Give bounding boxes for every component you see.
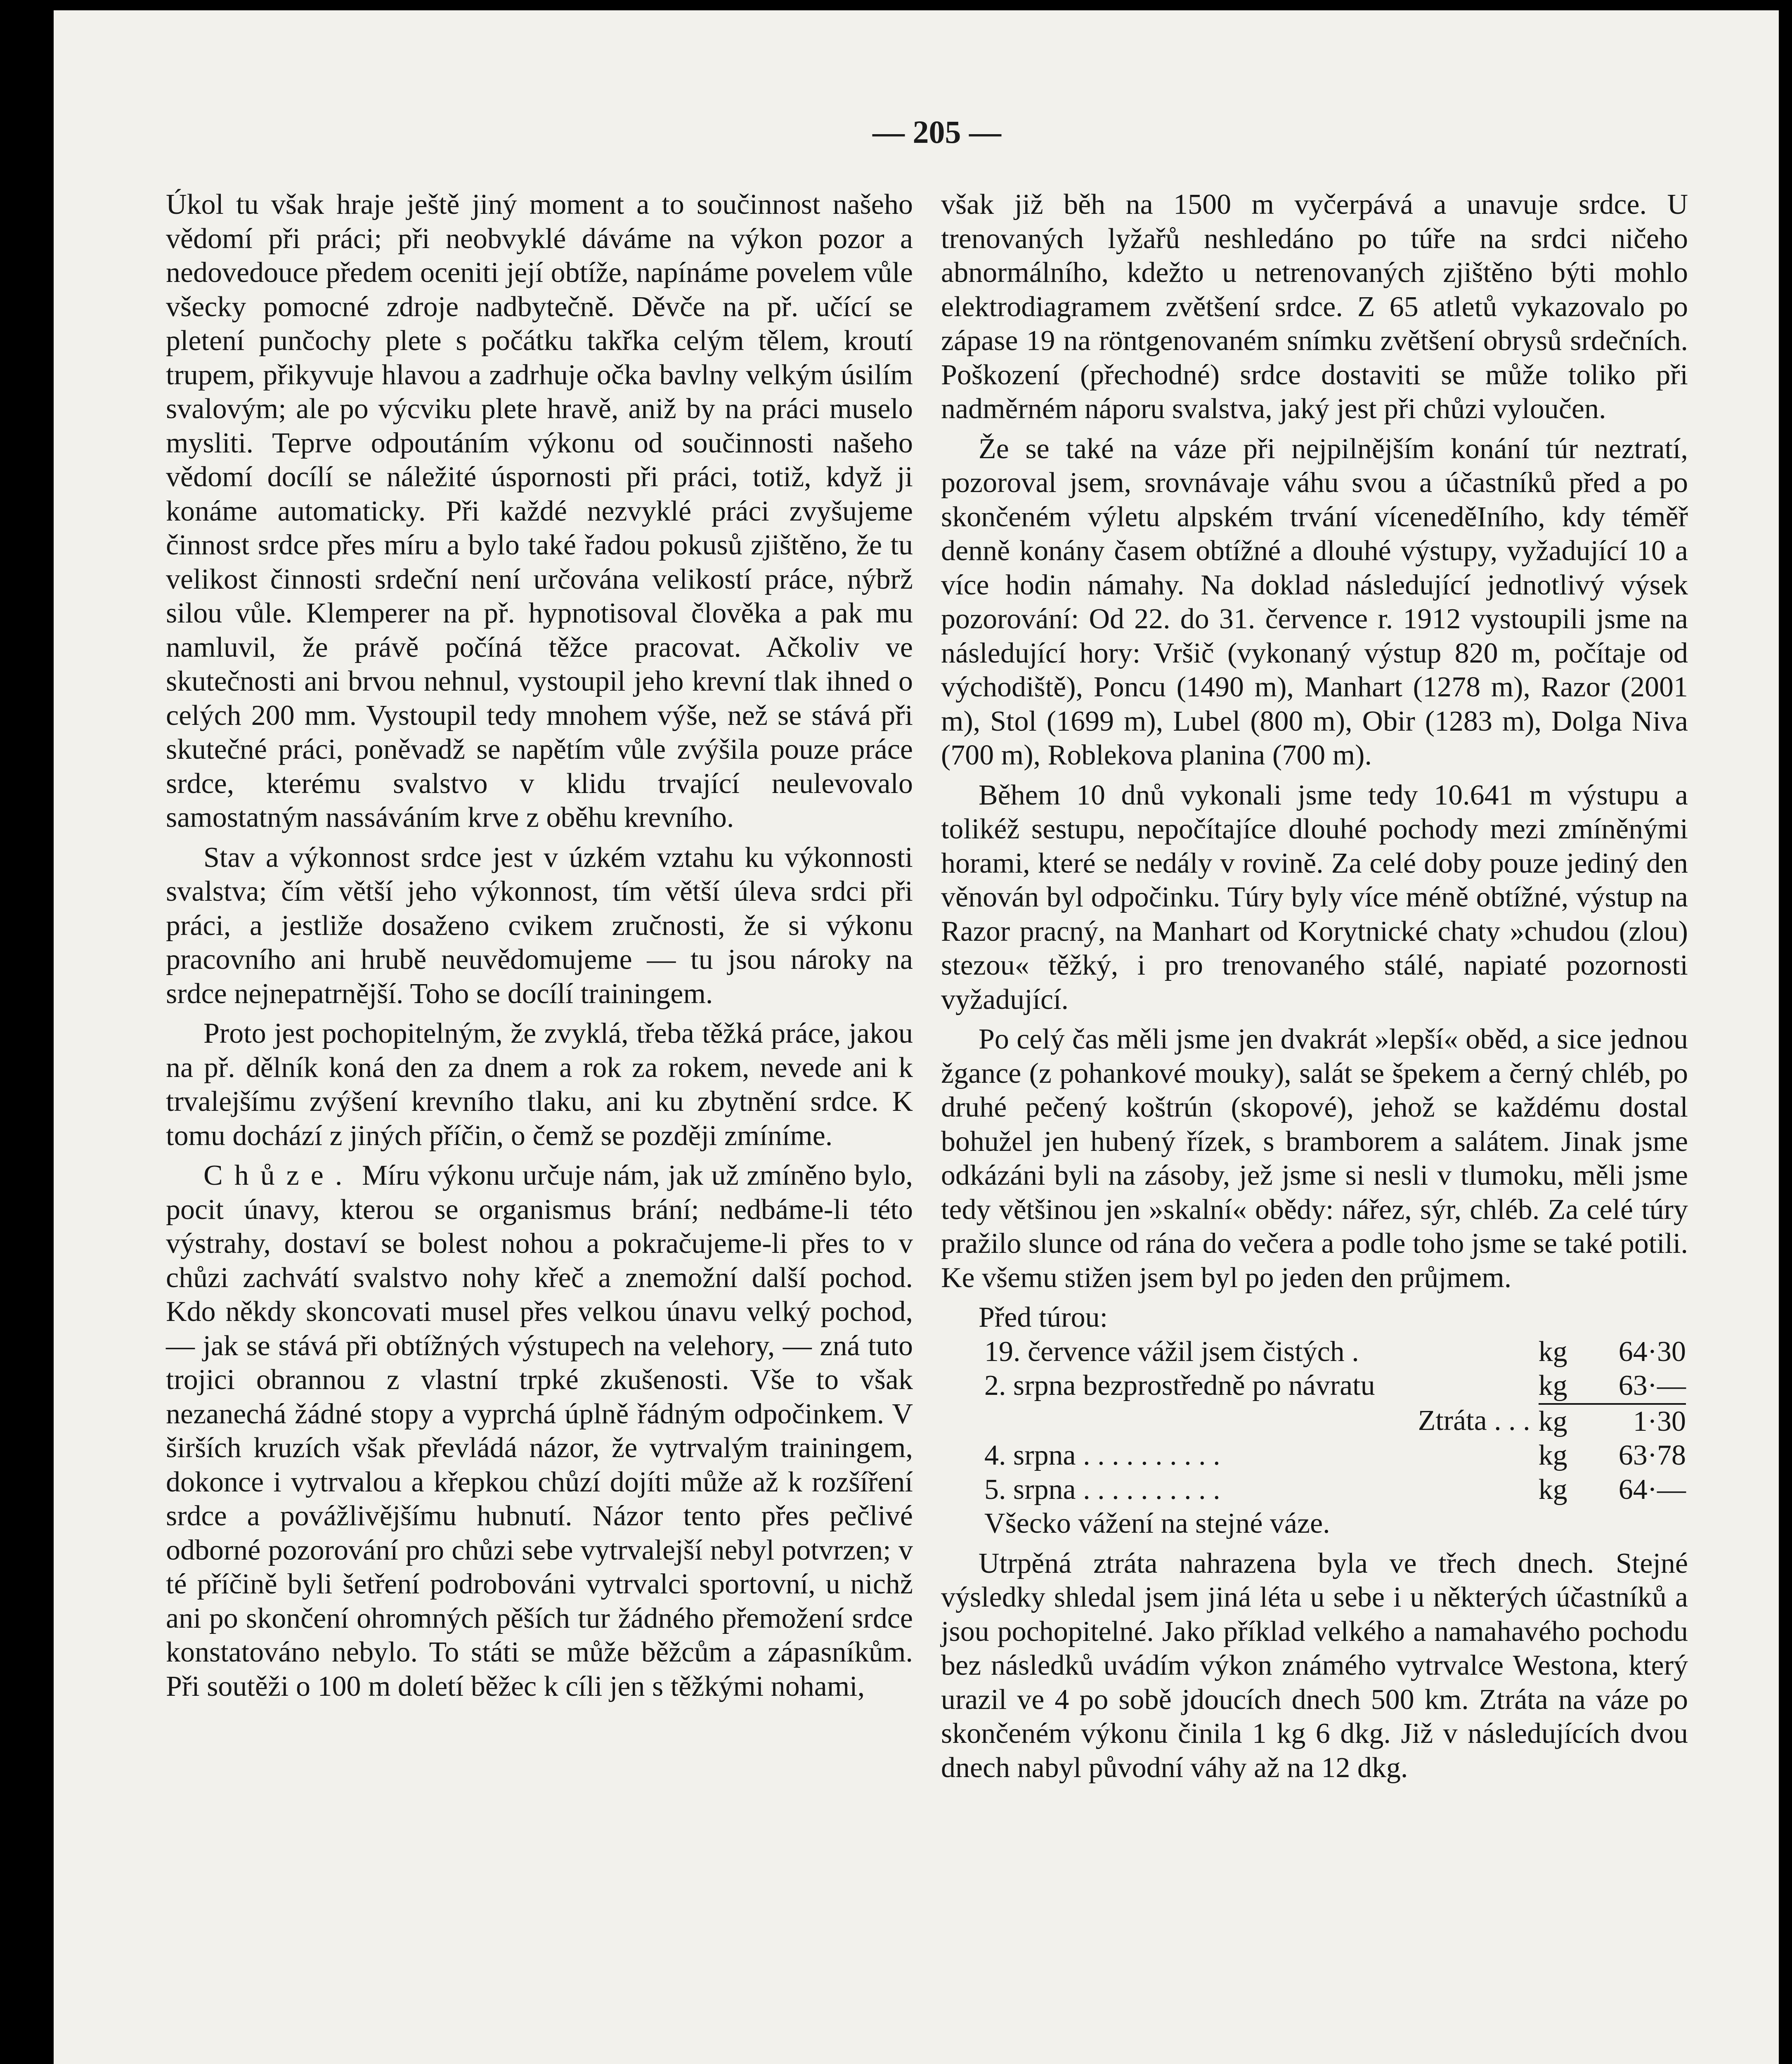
paragraph: Po celý čas měli jsme jen dvakrát »lepší« oběd, a sice jednou žgance (z pohankové mouky), salát se špekem a černý chléb, po druhé pečený koštrún (skopové), jehož se každému dostal bohužel jen hubený řízek, s bramborem a salátem. Jinak jsme odkázáni byli na zásoby, jež jsme si nesli v tlumoku, měli jsme tedy většinou jen »skalní« obědy: nářez, sýr, chléb. Za celé túry pražilo slunce od rána do večera a podle toho jsme se také potili. Ke všemu stižen jsem byl po jeden den průjmem. [941, 1023, 1688, 1294]
table-row [984, 1335, 1686, 1369]
leader-dots: . . . . . . . . . . [1076, 1439, 1220, 1471]
weights-note: Všecko vážení na stejné váze. [984, 1508, 1330, 1539]
table-row [984, 1439, 1686, 1473]
leader-dots: . . . [1487, 1404, 1530, 1437]
weight-value: 63·78 [1618, 1439, 1686, 1471]
table-row [984, 1404, 1686, 1439]
weight-unit: kg [1538, 1405, 1567, 1437]
table-row [984, 1369, 1686, 1404]
paragraph [166, 1159, 913, 1704]
table-row [984, 1473, 1686, 1507]
weight-unit: kg [1538, 1335, 1567, 1368]
paragraph: Že se také na váze při nejpilnějším konání túr neztratí, pozoroval jsem, srovnávaje váhu svou a účastníků před a po skončeném výletu alpském trvání víceneděIního, kdy téměř denně konány časem obtížné a dlouhé výstupy, vyžadující 10 a více hodin námahy. Na doklad následující jednotlivý výsek pozorování: Od 22. do 31. července r. 1912 vystoupili jsme na následující hory: Vršič (vykonaný výstup 820 m, počítaje od východiště), Poncu (1490 m), Manhart (1278 m), Razor (2001 m), Stol (1699 m), Lubel (800 m), Obir (1283 m), Dolga Niva (700 m), Roblekova planina (700 m). [941, 433, 1688, 771]
weight-label: 2. srpna bezprostředně po návratu [984, 1370, 1375, 1401]
page-number: — 205 — [872, 114, 1001, 150]
paragraph: Proto jest pochopitelným, že zvyklá, třeba těžká práce, jakou na př. dělník koná den za dnem a rok za rokem, nevede ani k trvalejšímu zvýšení krevního tlaku, ani ku zbytnění srdce. K tomu dochází z jiných příčin, o čemž se později zmíníme. [166, 1018, 913, 1152]
weight-label: 5. srpna [984, 1473, 1076, 1505]
weight-value: 63·— [1596, 1369, 1686, 1404]
paragraph: Stav a výkonnost srdce jest v úzkém vztahu ku výkonnosti svalstva; čím větší jeho výkonnost, tím větší úleva srdci při práci, a jestliže dosaženo cvikem zručnosti, že si výkonu pracovního ani hrubě neuvědomujeme — tu jsou nároky na srdce nejnepatrnější. Toho se docílí trainingem. [166, 841, 913, 1010]
weight-value: 64·— [1618, 1473, 1686, 1505]
weight-label: Ztráta [1418, 1404, 1487, 1437]
paragraph-text: Míru výkonu určuje nám, jak už zmíněno bylo, pocit únavy, kterou se organismus brání; nedbáme-li této výstrahy, dostaví se bolest nohou a pokračujeme-li přes to v chůzi zachvátí svalstvo nohy křeč a znemožní další pochod. Kdo někdy skoncovati musel přes velkou únavu velký pochod, — jak se stává při obtížných výstupech na velehory, — zná tuto trojici obrannou z vlastní trpké zkušenosti. Vše to však nezanechá žádné stopy a vyprchá úplně řádným odpočinkem. V širších kruzích však převládá názor, že vytrvalým trainingem, dokonce i vytrvalou a křepkou chůzí dojíti může až k rozšíření srdce a povážlivějšímu hubnutí. Názor tento přes pečlivé odborné pozorování pro chůzi sebe vytrvalejší nebyl potvrzen; v té příčině byli šetření podrobováni vytrvalci sportovní, u nichž ani po skončení ohromných pěších tur žádného přemožení srdce konstatováno nebylo. To státi se může běžcům a zápasníkům. Při soutěži o 100 m doletí běžec k cíli jen s těžkými nohami, [166, 1160, 913, 1702]
weight-value: 1·30 [1633, 1405, 1686, 1437]
weight-unit: kg [1538, 1473, 1567, 1505]
weight-unit: kg [1538, 1439, 1567, 1471]
book-page [54, 10, 1779, 2064]
left-column [166, 188, 913, 1704]
weight-label: 4. srpna [984, 1439, 1076, 1471]
leader-dots: . . . . . . . . . . [1076, 1473, 1220, 1505]
leader-dots: . [1344, 1335, 1359, 1368]
paragraph: Utrpěná ztráta nahrazena byla ve třech dnech. Stejné výsledky shledal jsem jiná léta u sebe i u některých účastníků a jsou pochopitelné. Jako příklad velkého a namahavého pochodu bez následků uvádím výkon známého vytrvalce Westona, který urazil ve 4 po sobě jdoucích dnech 500 km. Ztráta na váze po skončeném výkonu činila 1 kg 6 dkg. Již v následujících dvou dnech nabyl původní váhy až na 12 dkg. [941, 1547, 1688, 1784]
section-lead: Chůze. [203, 1160, 354, 1191]
weights-table [984, 1335, 1686, 1507]
weight-unit: kg [1539, 1369, 1597, 1404]
paragraph: Během 10 dnů vykonali jsme tedy 10.641 m výstupu a tolikéž sestupu, nepočítajíce dlouhé pochody mezi zmíněnými horami, které se nedály v rovině. Za celé doby pouze jediný den věnován byl odpočinku. Túry byly více méně obtížné, výstup na Razor pracný, na Manhart od Korytnické chaty »chudou (zlou) stezou« těžký, i pro trenovaného stálé, napiaté pozornosti vyžadující. [941, 779, 1688, 1015]
weight-value: 64·30 [1618, 1335, 1686, 1368]
paragraph: Úkol tu však hraje ještě jiný moment a to součinnost našeho vědomí při práci; při neobvyklé dáváme na výkon pozor a nedovedouce předem oceniti její obtíže, napínáme povelem vůle všecky pomocné zdroje nadbytečně. Děvče na př. učící se pletení punčochy plete s počátku takřka celým tělem, kroutí trupem, přikyvuje hlavou a zadrhuje očka bavlny velkým úsilím svalovým; ale po výcviku plete hravě, aniž by na práci muselo mysliti. Teprve odpoutáním výkonu od součinnosti našeho vědomí docílí se náležité úspornosti při práci, totiž, když ji konáme automaticky. Při každé nezvyklé práci zvyšujeme činnost srdce přes míru a bylo také řadou pokusů zjištěno, že tu velikost činnosti srdeční není určována velikostí práce, nýbrž silou vůle. Klemperer na př. hypnotisoval člověka a pak mu namluvil, že právě počíná těžce pracovat. Ačkoliv ve skutečnosti ani brvou nehnul, vystoupil jeho krevní tlak ihned o celých 200 mm. Vystoupil tedy mnohem výše, než se stává při skutečné práci, poněvadž se napětím vůle zvýšila pouze práce srdce, kterému svalstvo v klidu trvající neulevovalo samostatným nassáváním krve z oběhu krevního. [166, 189, 913, 833]
right-column [941, 188, 1688, 1785]
paragraph: však již běh na 1500 m vyčerpává a unavuje srdce. U trenovaných lyžařů neshledáno po túře na srdci ničeho abnormálního, kdežto u netrenovaných zjištěno býti mohlo elektrodiagramem zvětšení srdce. Z 65 atletů vykazovalo po zápase 19 na röntgenovaném snímku zvětšení obrysů srdečních. Poškození (přechodné) srdce dostaviti se může toliko při nadměrném náporu svalstva, jaký jest při chůzi vyloučen. [941, 189, 1688, 425]
weight-label: 19. července vážil jsem čistých [984, 1335, 1345, 1368]
weights-intro: Před túrou: [979, 1302, 1108, 1333]
